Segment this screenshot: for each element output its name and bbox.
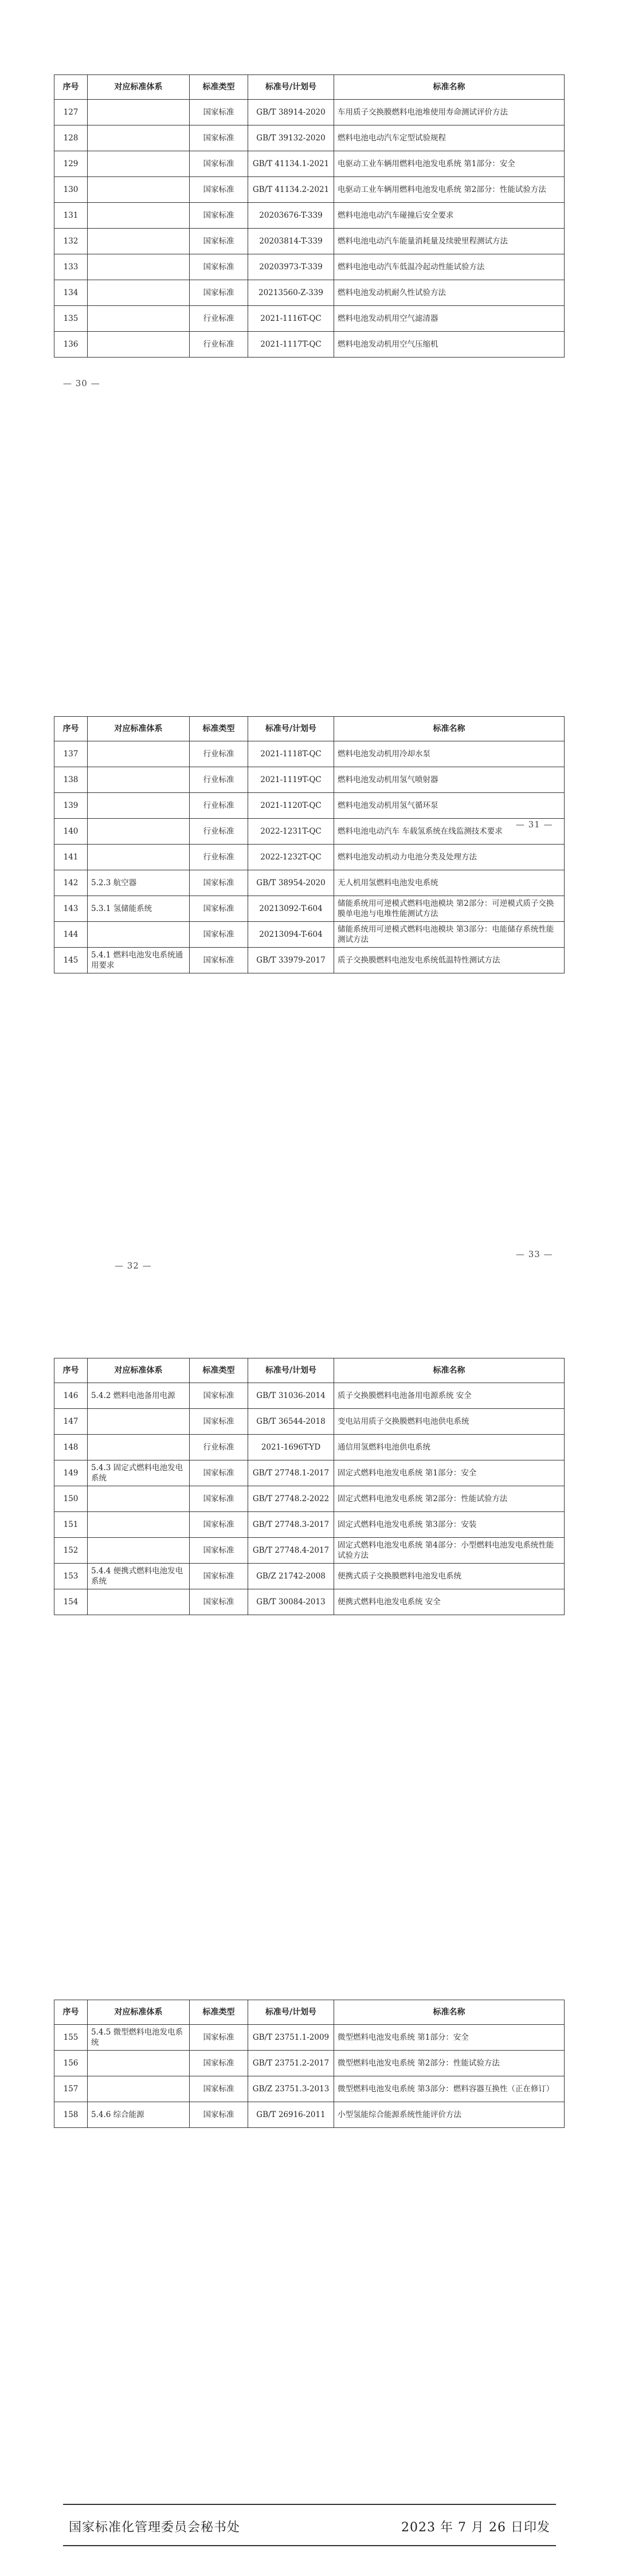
standard-title-cell: 固定式燃料电池发电系统 第1部分：安全 bbox=[334, 1460, 565, 1486]
standard-code-cell: GB/T 27748.2-2022 bbox=[248, 1486, 334, 1512]
table-row bbox=[54, 306, 565, 332]
column-header-standard-type: 标准类型 bbox=[190, 1358, 248, 1383]
standard-title-cell: 燃料电池电动汽车 车载氢系统在线监测技术要求 bbox=[334, 819, 565, 845]
standard-system-cell bbox=[88, 845, 190, 870]
row-number-cell: 142 bbox=[54, 870, 88, 896]
standard-system-cell bbox=[88, 229, 190, 254]
column-header-standard-type: 标准类型 bbox=[190, 717, 248, 741]
standard-title-cell: 电驱动工业车辆用燃料电池发电系统 第2部分：性能试验方法 bbox=[334, 177, 565, 203]
standard-type-cell: 国家标准 bbox=[190, 229, 248, 254]
standard-type-cell: 行业标准 bbox=[190, 793, 248, 819]
table-row bbox=[54, 1460, 565, 1486]
row-number-cell: 139 bbox=[54, 793, 88, 819]
page-33 bbox=[0, 1925, 619, 2576]
standard-code-cell: 2021-1120T-QC bbox=[248, 793, 334, 819]
standard-type-cell: 国家标准 bbox=[190, 100, 248, 125]
table-header-row bbox=[54, 717, 565, 741]
table-row bbox=[54, 203, 565, 229]
standard-code-cell: GB/T 23751.1-2009 bbox=[248, 2025, 334, 2051]
row-number-cell: 154 bbox=[54, 1589, 88, 1615]
issue-date: 2023 年 7 月 26 日印发 bbox=[401, 2520, 550, 2535]
column-header-standard-title: 标准名称 bbox=[334, 2000, 565, 2025]
table-row bbox=[54, 767, 565, 793]
standard-system-cell bbox=[88, 741, 190, 767]
column-header-standard-type: 标准类型 bbox=[190, 75, 248, 100]
standard-code-cell: 2021-1119T-QC bbox=[248, 767, 334, 793]
standard-system-cell bbox=[88, 767, 190, 793]
table-row bbox=[54, 1564, 565, 1589]
standard-type-cell: 国家标准 bbox=[190, 2051, 248, 2076]
row-number-cell: 131 bbox=[54, 203, 88, 229]
row-number-cell: 151 bbox=[54, 1512, 88, 1538]
standard-code-cell: GB/T 23751.2-2017 bbox=[248, 2051, 334, 2076]
standard-system-cell bbox=[88, 1589, 190, 1615]
standard-system-cell bbox=[88, 819, 190, 845]
standard-type-cell: 国家标准 bbox=[190, 1589, 248, 1615]
table-row bbox=[54, 229, 565, 254]
row-number-cell: 156 bbox=[54, 2051, 88, 2076]
row-number-cell: 146 bbox=[54, 1383, 88, 1409]
standard-system-cell bbox=[88, 100, 190, 125]
standard-title-cell: 质子交换膜燃料电池发电系统低温特性测试方法 bbox=[334, 948, 565, 973]
page-number: — 32 — bbox=[115, 1260, 152, 1271]
standard-code-cell: GB/T 27748.3-2017 bbox=[248, 1512, 334, 1538]
standard-type-cell: 国家标准 bbox=[190, 1383, 248, 1409]
row-number-cell: 135 bbox=[54, 306, 88, 332]
row-number-cell: 143 bbox=[54, 896, 88, 922]
standard-type-cell: 行业标准 bbox=[190, 741, 248, 767]
standard-system-cell bbox=[88, 1538, 190, 1564]
standard-system-cell: 5.2.3 航空器 bbox=[88, 870, 190, 896]
column-header-row-number: 序号 bbox=[54, 2000, 88, 2025]
page-number: — 31 — bbox=[516, 819, 553, 830]
standard-code-cell: 2021-1118T-QC bbox=[248, 741, 334, 767]
page-32 bbox=[0, 1283, 619, 1925]
standard-title-cell: 微型燃料电池发电系统 第3部分：燃料容器互换性（正在修订） bbox=[334, 2076, 565, 2102]
row-number-cell: 140 bbox=[54, 819, 88, 845]
column-header-standard-code: 标准号/计划号 bbox=[248, 2000, 334, 2025]
table-row bbox=[54, 2051, 565, 2076]
standard-type-cell: 国家标准 bbox=[190, 948, 248, 973]
row-number-cell: 153 bbox=[54, 1564, 88, 1589]
standard-code-cell: GB/T 30084-2013 bbox=[248, 1589, 334, 1615]
standard-code-cell: GB/T 27748.1-2017 bbox=[248, 1460, 334, 1486]
standard-code-cell: 20203676-T-339 bbox=[248, 203, 334, 229]
standard-title-cell: 通信用氢燃料电池供电系统 bbox=[334, 1435, 565, 1460]
standard-title-cell: 车用质子交换膜燃料电池堆使用寿命测试评价方法 bbox=[334, 100, 565, 125]
table-row bbox=[54, 922, 565, 948]
standard-code-cell: 2021-1117T-QC bbox=[248, 332, 334, 358]
standard-system-cell: 5.4.1 燃料电池发电系统通用要求 bbox=[88, 948, 190, 973]
table-row bbox=[54, 280, 565, 306]
column-header-standard-code: 标准号/计划号 bbox=[248, 717, 334, 741]
standard-system-cell bbox=[88, 2076, 190, 2102]
standard-title-cell: 储能系统用可逆模式燃料电池模块 第3部分：电能储存系统性能测试方法 bbox=[334, 922, 565, 948]
table-row bbox=[54, 177, 565, 203]
row-number-cell: 147 bbox=[54, 1409, 88, 1435]
row-number-cell: 145 bbox=[54, 948, 88, 973]
column-header-standard-code: 标准号/计划号 bbox=[248, 75, 334, 100]
column-header-standard-system: 对应标准体系 bbox=[88, 2000, 190, 2025]
row-number-cell: 128 bbox=[54, 125, 88, 151]
table-row bbox=[54, 896, 565, 922]
column-header-standard-title: 标准名称 bbox=[334, 717, 565, 741]
column-header-row-number: 序号 bbox=[54, 717, 88, 741]
row-number-cell: 150 bbox=[54, 1486, 88, 1512]
table-row bbox=[54, 2025, 565, 2051]
standard-code-cell: GB/T 38914-2020 bbox=[248, 100, 334, 125]
standard-code-cell: 2022-1231T-QC bbox=[248, 819, 334, 845]
column-header-standard-title: 标准名称 bbox=[334, 1358, 565, 1383]
row-number-cell: 133 bbox=[54, 254, 88, 280]
standard-system-cell: 5.4.2 燃料电池备用电源 bbox=[88, 1383, 190, 1409]
standard-type-cell: 国家标准 bbox=[190, 896, 248, 922]
table-row bbox=[54, 151, 565, 177]
table-row bbox=[54, 1435, 565, 1460]
standard-code-cell: GB/T 26916-2011 bbox=[248, 2102, 334, 2128]
row-number-cell: 137 bbox=[54, 741, 88, 767]
standard-code-cell: GB/T 36544-2018 bbox=[248, 1409, 334, 1435]
standard-type-cell: 国家标准 bbox=[190, 125, 248, 151]
standard-type-cell: 行业标准 bbox=[190, 819, 248, 845]
table-header-row bbox=[54, 2000, 565, 2025]
standard-type-cell: 国家标准 bbox=[190, 2025, 248, 2051]
table-row bbox=[54, 870, 565, 896]
standard-code-cell: GB/T 38954-2020 bbox=[248, 870, 334, 896]
table-row bbox=[54, 1538, 565, 1564]
standard-type-cell: 国家标准 bbox=[190, 254, 248, 280]
page-number: — 33 — bbox=[516, 1249, 553, 1259]
standard-code-cell: 2022-1232T-QC bbox=[248, 845, 334, 870]
standard-type-cell: 行业标准 bbox=[190, 845, 248, 870]
standard-type-cell: 国家标准 bbox=[190, 151, 248, 177]
standard-system-cell: 5.3.1 氢储能系统 bbox=[88, 896, 190, 922]
standard-code-cell: GB/T 39132-2020 bbox=[248, 125, 334, 151]
standard-title-cell: 便携式质子交换膜燃料电池发电系统 bbox=[334, 1564, 565, 1589]
page-30 bbox=[0, 0, 619, 642]
table-row bbox=[54, 1589, 565, 1615]
issuer: 国家标准化管理委员会秘书处 bbox=[69, 2520, 241, 2535]
standard-title-cell: 固定式燃料电池发电系统 第2部分：性能试验方法 bbox=[334, 1486, 565, 1512]
standard-code-cell: GB/T 31036-2014 bbox=[248, 1383, 334, 1409]
standard-code-cell: 2021-1116T-QC bbox=[248, 306, 334, 332]
standard-system-cell bbox=[88, 1435, 190, 1460]
standards-table bbox=[54, 1358, 565, 1615]
table-row bbox=[54, 793, 565, 819]
row-number-cell: 127 bbox=[54, 100, 88, 125]
row-number-cell: 130 bbox=[54, 177, 88, 203]
standard-system-cell bbox=[88, 1512, 190, 1538]
standard-title-cell: 微型燃料电池发电系统 第2部分：性能试验方法 bbox=[334, 2051, 565, 2076]
standard-title-cell: 燃料电池发动机用氢气循环泵 bbox=[334, 793, 565, 819]
standard-system-cell: 5.4.3 固定式燃料电池发电系统 bbox=[88, 1460, 190, 1486]
table-row bbox=[54, 125, 565, 151]
standard-type-cell: 行业标准 bbox=[190, 767, 248, 793]
table-row bbox=[54, 1383, 565, 1409]
standard-title-cell: 固定式燃料电池发电系统 第3部分：安装 bbox=[334, 1512, 565, 1538]
standard-title-cell: 燃料电池发动机用空气滤清器 bbox=[334, 306, 565, 332]
row-number-cell: 144 bbox=[54, 922, 88, 948]
standard-type-cell: 国家标准 bbox=[190, 1486, 248, 1512]
page-31 bbox=[0, 642, 619, 1283]
imprint-footer bbox=[63, 2504, 556, 2546]
standard-system-cell bbox=[88, 922, 190, 948]
standard-title-cell: 便携式燃料电池发电系统 安全 bbox=[334, 1589, 565, 1615]
standard-system-cell bbox=[88, 203, 190, 229]
table-row bbox=[54, 2076, 565, 2102]
row-number-cell: 158 bbox=[54, 2102, 88, 2128]
row-number-cell: 138 bbox=[54, 767, 88, 793]
standards-table bbox=[54, 2000, 565, 2128]
standard-title-cell: 燃料电池发动机用空气压缩机 bbox=[334, 332, 565, 358]
table-row bbox=[54, 2102, 565, 2128]
row-number-cell: 155 bbox=[54, 2025, 88, 2051]
standards-table bbox=[54, 716, 565, 973]
column-header-standard-title: 标准名称 bbox=[334, 75, 565, 100]
standard-title-cell: 燃料电池发动机用氢气喷射器 bbox=[334, 767, 565, 793]
standard-system-cell bbox=[88, 280, 190, 306]
standard-code-cell: 20203814-T-339 bbox=[248, 229, 334, 254]
standard-title-cell: 微型燃料电池发电系统 第1部分：安全 bbox=[334, 2025, 565, 2051]
standard-title-cell: 小型氢能综合能源系统性能评价方法 bbox=[334, 2102, 565, 2128]
table-row bbox=[54, 845, 565, 870]
standard-type-cell: 国家标准 bbox=[190, 177, 248, 203]
table-row bbox=[54, 1512, 565, 1538]
standard-code-cell: 2021-1696T-YD bbox=[248, 1435, 334, 1460]
row-number-cell: 132 bbox=[54, 229, 88, 254]
standard-type-cell: 国家标准 bbox=[190, 1564, 248, 1589]
standard-code-cell: GB/Z 21742-2008 bbox=[248, 1564, 334, 1589]
standards-table bbox=[54, 74, 565, 358]
standard-system-cell bbox=[88, 793, 190, 819]
row-number-cell: 129 bbox=[54, 151, 88, 177]
standard-title-cell: 变电站用质子交换膜燃料电池供电系统 bbox=[334, 1409, 565, 1435]
standard-title-cell: 燃料电池电动汽车碰撞后安全要求 bbox=[334, 203, 565, 229]
standard-title-cell: 质子交换膜燃料电池备用电源系统 安全 bbox=[334, 1383, 565, 1409]
standard-title-cell: 储能系统用可逆模式燃料电池模块 第2部分：可逆模式质子交换膜单电池与电堆性能测试方法 bbox=[334, 896, 565, 922]
standard-type-cell: 国家标准 bbox=[190, 2076, 248, 2102]
standard-title-cell: 燃料电池电动汽车低温冷起动性能试验方法 bbox=[334, 254, 565, 280]
column-header-standard-system: 对应标准体系 bbox=[88, 1358, 190, 1383]
table-header-row bbox=[54, 75, 565, 100]
row-number-cell: 148 bbox=[54, 1435, 88, 1460]
standard-type-cell: 国家标准 bbox=[190, 2102, 248, 2128]
standard-type-cell: 行业标准 bbox=[190, 1435, 248, 1460]
standard-type-cell: 国家标准 bbox=[190, 1460, 248, 1486]
column-header-row-number: 序号 bbox=[54, 75, 88, 100]
column-header-standard-type: 标准类型 bbox=[190, 2000, 248, 2025]
standard-type-cell: 国家标准 bbox=[190, 1512, 248, 1538]
row-number-cell: 157 bbox=[54, 2076, 88, 2102]
standard-code-cell: 20213094-T-604 bbox=[248, 922, 334, 948]
standard-title-cell: 燃料电池发动机耐久性试验方法 bbox=[334, 280, 565, 306]
standard-type-cell: 国家标准 bbox=[190, 280, 248, 306]
table-row bbox=[54, 948, 565, 973]
column-header-standard-system: 对应标准体系 bbox=[88, 717, 190, 741]
standard-code-cell: 20203973-T-339 bbox=[248, 254, 334, 280]
table-row bbox=[54, 100, 565, 125]
table-row bbox=[54, 1409, 565, 1435]
row-number-cell: 149 bbox=[54, 1460, 88, 1486]
standard-system-cell bbox=[88, 1409, 190, 1435]
table-header-row bbox=[54, 1358, 565, 1383]
standard-type-cell: 国家标准 bbox=[190, 1538, 248, 1564]
standard-code-cell: 20213092-T-604 bbox=[248, 896, 334, 922]
column-header-standard-system: 对应标准体系 bbox=[88, 75, 190, 100]
table-row bbox=[54, 254, 565, 280]
row-number-cell: 152 bbox=[54, 1538, 88, 1564]
table-row bbox=[54, 1486, 565, 1512]
standard-system-cell bbox=[88, 2051, 190, 2076]
standard-title-cell: 燃料电池发动机动力电池分类及处理方法 bbox=[334, 845, 565, 870]
standard-type-cell: 国家标准 bbox=[190, 1409, 248, 1435]
standard-type-cell: 国家标准 bbox=[190, 922, 248, 948]
standard-code-cell: 20213560-Z-339 bbox=[248, 280, 334, 306]
standard-system-cell bbox=[88, 332, 190, 358]
standard-system-cell: 5.4.6 综合能源 bbox=[88, 2102, 190, 2128]
row-number-cell: 136 bbox=[54, 332, 88, 358]
standard-system-cell bbox=[88, 306, 190, 332]
standard-code-cell: GB/T 41134.1-2021 bbox=[248, 151, 334, 177]
column-header-row-number: 序号 bbox=[54, 1358, 88, 1383]
standard-type-cell: 行业标准 bbox=[190, 306, 248, 332]
standard-system-cell bbox=[88, 151, 190, 177]
standard-title-cell: 燃料电池电动汽车能量消耗量及续驶里程测试方法 bbox=[334, 229, 565, 254]
row-number-cell: 134 bbox=[54, 280, 88, 306]
column-header-standard-code: 标准号/计划号 bbox=[248, 1358, 334, 1383]
standard-title-cell: 电驱动工业车辆用燃料电池发电系统 第1部分：安全 bbox=[334, 151, 565, 177]
standard-code-cell: GB/T 41134.2-2021 bbox=[248, 177, 334, 203]
standard-title-cell: 无人机用氢燃料电池发电系统 bbox=[334, 870, 565, 896]
row-number-cell: 141 bbox=[54, 845, 88, 870]
standard-code-cell: GB/T 33979-2017 bbox=[248, 948, 334, 973]
standard-system-cell bbox=[88, 177, 190, 203]
standard-type-cell: 国家标准 bbox=[190, 870, 248, 896]
standard-code-cell: GB/T 27748.4-2017 bbox=[248, 1538, 334, 1564]
standard-type-cell: 行业标准 bbox=[190, 332, 248, 358]
standard-system-cell: 5.4.5 微型燃料电池发电系统 bbox=[88, 2025, 190, 2051]
standard-system-cell bbox=[88, 125, 190, 151]
standard-system-cell: 5.4.4 便携式燃料电池发电系统 bbox=[88, 1564, 190, 1589]
standard-title-cell: 固定式燃料电池发电系统 第4部分：小型燃料电池发电系统性能试验方法 bbox=[334, 1538, 565, 1564]
table-row bbox=[54, 332, 565, 358]
standard-system-cell bbox=[88, 1486, 190, 1512]
standard-code-cell: GB/Z 23751.3-2013 bbox=[248, 2076, 334, 2102]
table-row bbox=[54, 819, 565, 845]
standard-system-cell bbox=[88, 254, 190, 280]
standard-title-cell: 燃料电池电动汽车定型试验规程 bbox=[334, 125, 565, 151]
standard-type-cell: 国家标准 bbox=[190, 203, 248, 229]
standard-title-cell: 燃料电池发动机用冷却水泵 bbox=[334, 741, 565, 767]
page-number: — 30 — bbox=[63, 378, 100, 388]
table-row bbox=[54, 741, 565, 767]
